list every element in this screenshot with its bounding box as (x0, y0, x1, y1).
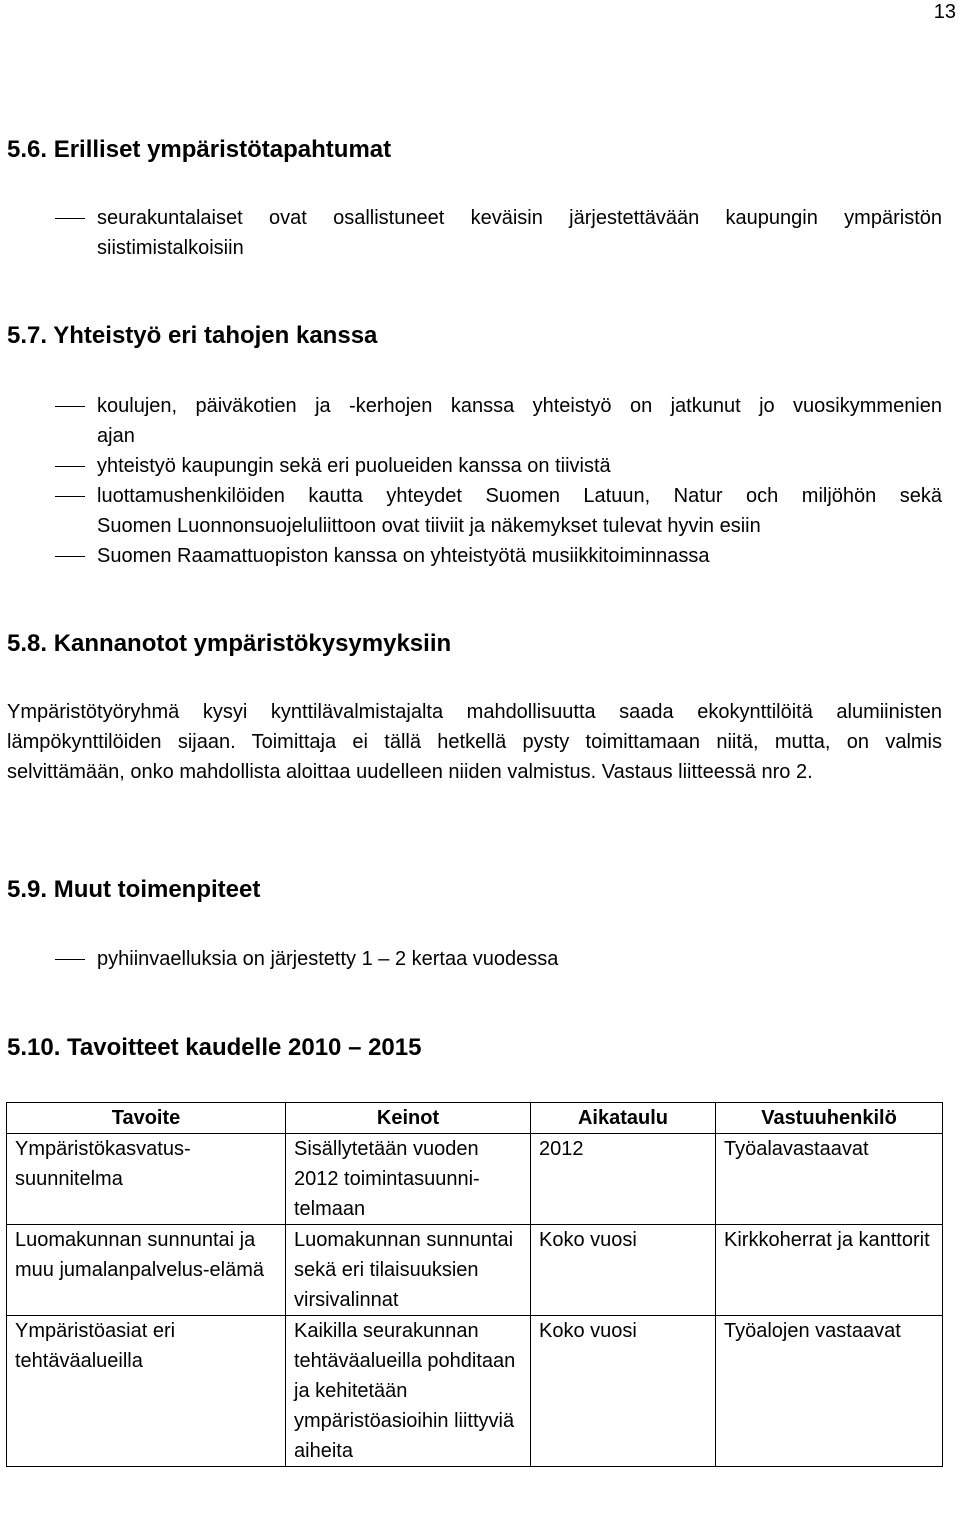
dash-bullet-icon (55, 466, 85, 467)
cell-tavoite: Ympäristöasiat eri tehtäväalueilla (7, 1316, 286, 1467)
dash-bullet-icon (55, 959, 85, 960)
header-tavoite: Tavoite (7, 1103, 286, 1134)
cell-keinot: Kaikilla seurakunnan tehtäväalueilla pohditaan ja kehitetään ympäristöasioihin liittyviä aiheita (286, 1316, 531, 1467)
cell-vastuuhenkilo: Työalavastaavat (716, 1134, 943, 1225)
list-item (0, 541, 942, 571)
table-row (7, 1134, 943, 1225)
section-5-8-paragraph: Ympäristötyöryhmä kysyi kynttilävalmistajalta mahdollisuutta saada ekokynttilöitä alumiinisten lämpökynttilöiden sijaan. Toimittaja ei tällä hetkellä pysty toimittamaan niitä, mutta, on valmis selvittämään, onko mahdollista aloittaa uudelleen niiden valmistus. Vastaus liitteessä nro 2. (7, 701, 942, 783)
cell-tavoite: Ympäristökasvatus-suunnitelma (7, 1134, 286, 1225)
list-item-line-2: Suomen Luonnonsuojeluliittoon ovat tiiviit ja näkemykset tulevat hyvin esiin (97, 515, 761, 537)
cell-vastuuhenkilo: Työalojen vastaavat (716, 1316, 943, 1467)
section-heading-5-8: 5.8. Kannanotot ympäristökysymyksiin (7, 630, 452, 657)
goals-table (6, 1102, 943, 1467)
header-aikataulu: Aikataulu (531, 1103, 716, 1134)
table-header-row (7, 1103, 943, 1134)
list-item (0, 481, 942, 541)
table-row (7, 1225, 943, 1316)
header-vastuuhenkilo: Vastuuhenkilö (716, 1103, 943, 1134)
cell-aikataulu: Koko vuosi (531, 1225, 716, 1316)
section-5-9-list (0, 944, 942, 974)
dash-bullet-icon (55, 496, 85, 497)
section-heading-5-6: 5.6. Erilliset ympäristötapahtumat (7, 136, 392, 163)
list-item (0, 391, 942, 451)
list-item-text: Suomen Raamattuopiston kanssa on yhteistyötä musiikkitoiminnassa (97, 545, 710, 567)
table-row (7, 1316, 943, 1467)
list-item (0, 451, 942, 481)
page-number: 13 (933, 1, 956, 23)
header-keinot: Keinot (286, 1103, 531, 1134)
list-item (0, 944, 942, 974)
cell-keinot: Luomakunnan sunnuntai sekä eri tilaisuuksien virsivalinnat (286, 1225, 531, 1316)
list-item-line-1: luottamushenkilöiden kautta yhteydet Suomen Latuun, Natur och miljöhön sekä (97, 485, 942, 507)
list-item-line-2: siistimistalkoisiin (97, 237, 244, 259)
cell-aikataulu: 2012 (531, 1134, 716, 1225)
list-item-line-1: seurakuntalaiset ovat osallistuneet keväisin järjestettävään kaupungin ympäristön (97, 207, 942, 229)
section-5-7-list (0, 391, 942, 571)
dash-bullet-icon (55, 218, 85, 219)
list-item-line-2: ajan (97, 425, 135, 447)
list-item (0, 203, 942, 263)
section-heading-5-9: 5.9. Muut toimenpiteet (7, 876, 261, 903)
section-heading-5-7: 5.7. Yhteistyö eri tahojen kanssa (7, 322, 378, 349)
list-item-line-1: koulujen, päiväkotien ja -kerhojen kanssa yhteistyö on jatkunut jo vuosikymmenien (97, 395, 942, 417)
list-item-text: yhteistyö kaupungin sekä eri puolueiden kanssa on tiivistä (97, 455, 611, 477)
section-heading-5-10: 5.10. Tavoitteet kaudelle 2010 – 2015 (7, 1034, 422, 1061)
dash-bullet-icon (55, 556, 85, 557)
list-item-text: pyhiinvaelluksia on järjestetty 1 – 2 kertaa vuodessa (97, 948, 559, 970)
cell-vastuuhenkilo: Kirkkoherrat ja kanttorit (716, 1225, 943, 1316)
cell-aikataulu: Koko vuosi (531, 1316, 716, 1467)
cell-tavoite: Luomakunnan sunnuntai ja muu jumalanpalvelus-elämä (7, 1225, 286, 1316)
dash-bullet-icon (55, 406, 85, 407)
cell-keinot: Sisällytetään vuoden 2012 toimintasuunni-telmaan (286, 1134, 531, 1225)
section-5-6-list (0, 203, 942, 263)
